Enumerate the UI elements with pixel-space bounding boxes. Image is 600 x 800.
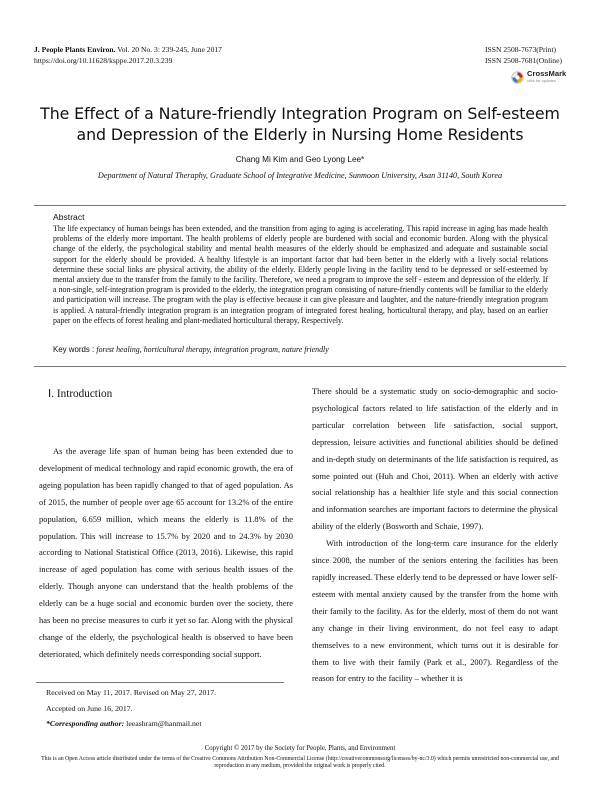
journal-citation xyxy=(34,44,222,55)
authors: Chang Mi Kim and Geo Lyong Lee* xyxy=(235,155,365,164)
crossmark-sub: click for updates xyxy=(527,78,556,83)
intro-paragraph-3: With introduction of the long-term care insurance for the elderly since 2008, the number of the seniors entering the facilities has been rapidly increased. These elderly tend to be depressed or have lower self-esteem with mental anxiety caused by the transfer from the home with their family to the facility. As for the elderly, most of them do not want any change in their living environment, do not feel easy to adapt themselves to a new environment, which turns out it is desirable for them to live with their family (Park et al., 2007). Regardless of the reason for entry to the facility – whether it is xyxy=(312,538,558,684)
left-column xyxy=(39,443,293,663)
intro-paragraph-2: There should be a systematic study on socio-demographic and socio-psychological factors related to life satisfaction of the elderly and in particular correlation between life satisfaction, social support, depression, leisure activities and functional abilities should be defined and in-depth study on determinants of the life satisfaction is required, as some pointed out (Huh and Choi, 2011). When an elderly with active social relationship has a healthier life style and this social connection and information searches are important factors to determine the physical ability of the elderly (Bosworth and Schaie, 1997). xyxy=(312,386,558,532)
title-line-1: The Effect of a Nature-friendly Integration Program on Self-esteem xyxy=(40,104,560,123)
copyright: Copyright © 2017 by the Society for People, Plants, and Environment xyxy=(204,745,396,752)
keywords-values: forest healing, horticultural therapy, integration program, nature friendly xyxy=(96,345,329,354)
abstract-heading: Abstract xyxy=(53,212,85,222)
accepted-date: Accepted on June 16, 2017. xyxy=(46,704,133,713)
intro-paragraph-1: As the average life span of human being has been extended due to development of medical technology and rapid economic growth, the era of ageing population has been rapidly changed to that of aged population. As of 2015, the number of people over age 65 account for 13.2% of the entire population, 6.659 million, which means the elderly is 11.8% of the population. This will increase to 15.7% by 2020 and to 24.3% by 2030 according to National Statistical Office (2013, 2016). Likewise, this rapid increase of aged population has come with serious health issues of the elderly. Though anyone can understand that the health problems of the elderly can be a huge social and economic burden over the society, there has been no precise measures to curb it yet so far. Along with the physical change of the elderly, the psychological health is observed to have been deteriorated, which definitely needs corresponding social support. xyxy=(39,446,293,659)
crossmark-label: CrossMark xyxy=(527,69,567,78)
crossmark-icon xyxy=(511,71,524,84)
section-heading-introduction: Ⅰ. Introduction xyxy=(48,388,113,400)
corresponding-email[interactable]: leeashram@hanmail.net xyxy=(126,719,202,728)
paper-title xyxy=(30,103,570,145)
crossmark-text xyxy=(527,70,566,84)
right-column xyxy=(312,383,558,687)
corresponding-author xyxy=(46,719,202,729)
abstract-text: The life expectancy of human beings has been extended, and the transition from aging to aging is accelerating. This rapid increase in aging has made health problems of the elderly more important. The health problems of elderly people are burdened with social and economic burden. Along with the physical change of the elderly, the psychological stability and mental health measures of the elderly should be emphasized and adequate and sustainable social support for the elderly should be provided. A healthy lifestyle is an important factor that had been better in the elderly with a lively social relations determine these social links are physical activity, the ability of the elderly. Elderly people living in the facility tend to be depressed or self-esteemed by mental anxiety due to the transfer from the family to the facility. Therefore, we need a program to improve the self - esteem and depression of the elderly. If a non-single, self-integration program is provided to the elderly, the integration program consisting of nature-friendly contents will be familiar to the elderly and participation will increase. The program with the play is effective because it can give pleasure and laughter, and the nature-friendly integration program is applied. A natural-friendly integration program is an integration program of integrated forest healing, horticultural therapy, and play, based on an earlier paper on the effects of forest healing and plant-mediated horticultural therapy, Respectively. xyxy=(53,224,548,325)
abstract-bottom-rule xyxy=(34,366,566,367)
received-date: Received on May 11, 2017. Revised on May 27, 2017. xyxy=(46,688,217,697)
corresponding-label: *Corresponding author: xyxy=(46,719,127,728)
journal-header xyxy=(34,44,222,66)
title-line-2: and Depression of the Elderly in Nursing Home Residents xyxy=(76,125,524,144)
issn-block xyxy=(485,44,562,66)
issn-online: ISSN 2508-7681(Online) xyxy=(485,56,562,65)
keywords-label: Key words : xyxy=(53,345,97,354)
keywords xyxy=(53,345,329,354)
abstract-top-rule xyxy=(34,205,566,206)
volume-info: Vol. 20 No. 3: 239-245, June 2017 xyxy=(115,45,222,54)
journal-name: J. People Plants Environ. xyxy=(34,45,116,54)
doi-link[interactable]: https://doi.org/10.11628/ksppe.2017.20.3.239 xyxy=(34,56,173,65)
footnote-rule xyxy=(36,682,284,683)
issn-print: ISSN 2508-7673(Print) xyxy=(485,45,557,54)
license-text: This is an Open Access article distributed under the terms of the Creative Commons Attribution Non-Commercial License (http://creativecommonsorg/licenses/by-nc/3.0) which permits unrestricted non-commercial use, and reproduction in any medium, provided the original work is properly cited. xyxy=(41,756,559,770)
affiliation: Department of Natural Theraphy, Graduate School of Integrative Medicine, Sunmoon University, Asan 31140, South Korea xyxy=(97,171,503,180)
crossmark-badge[interactable] xyxy=(511,70,566,84)
